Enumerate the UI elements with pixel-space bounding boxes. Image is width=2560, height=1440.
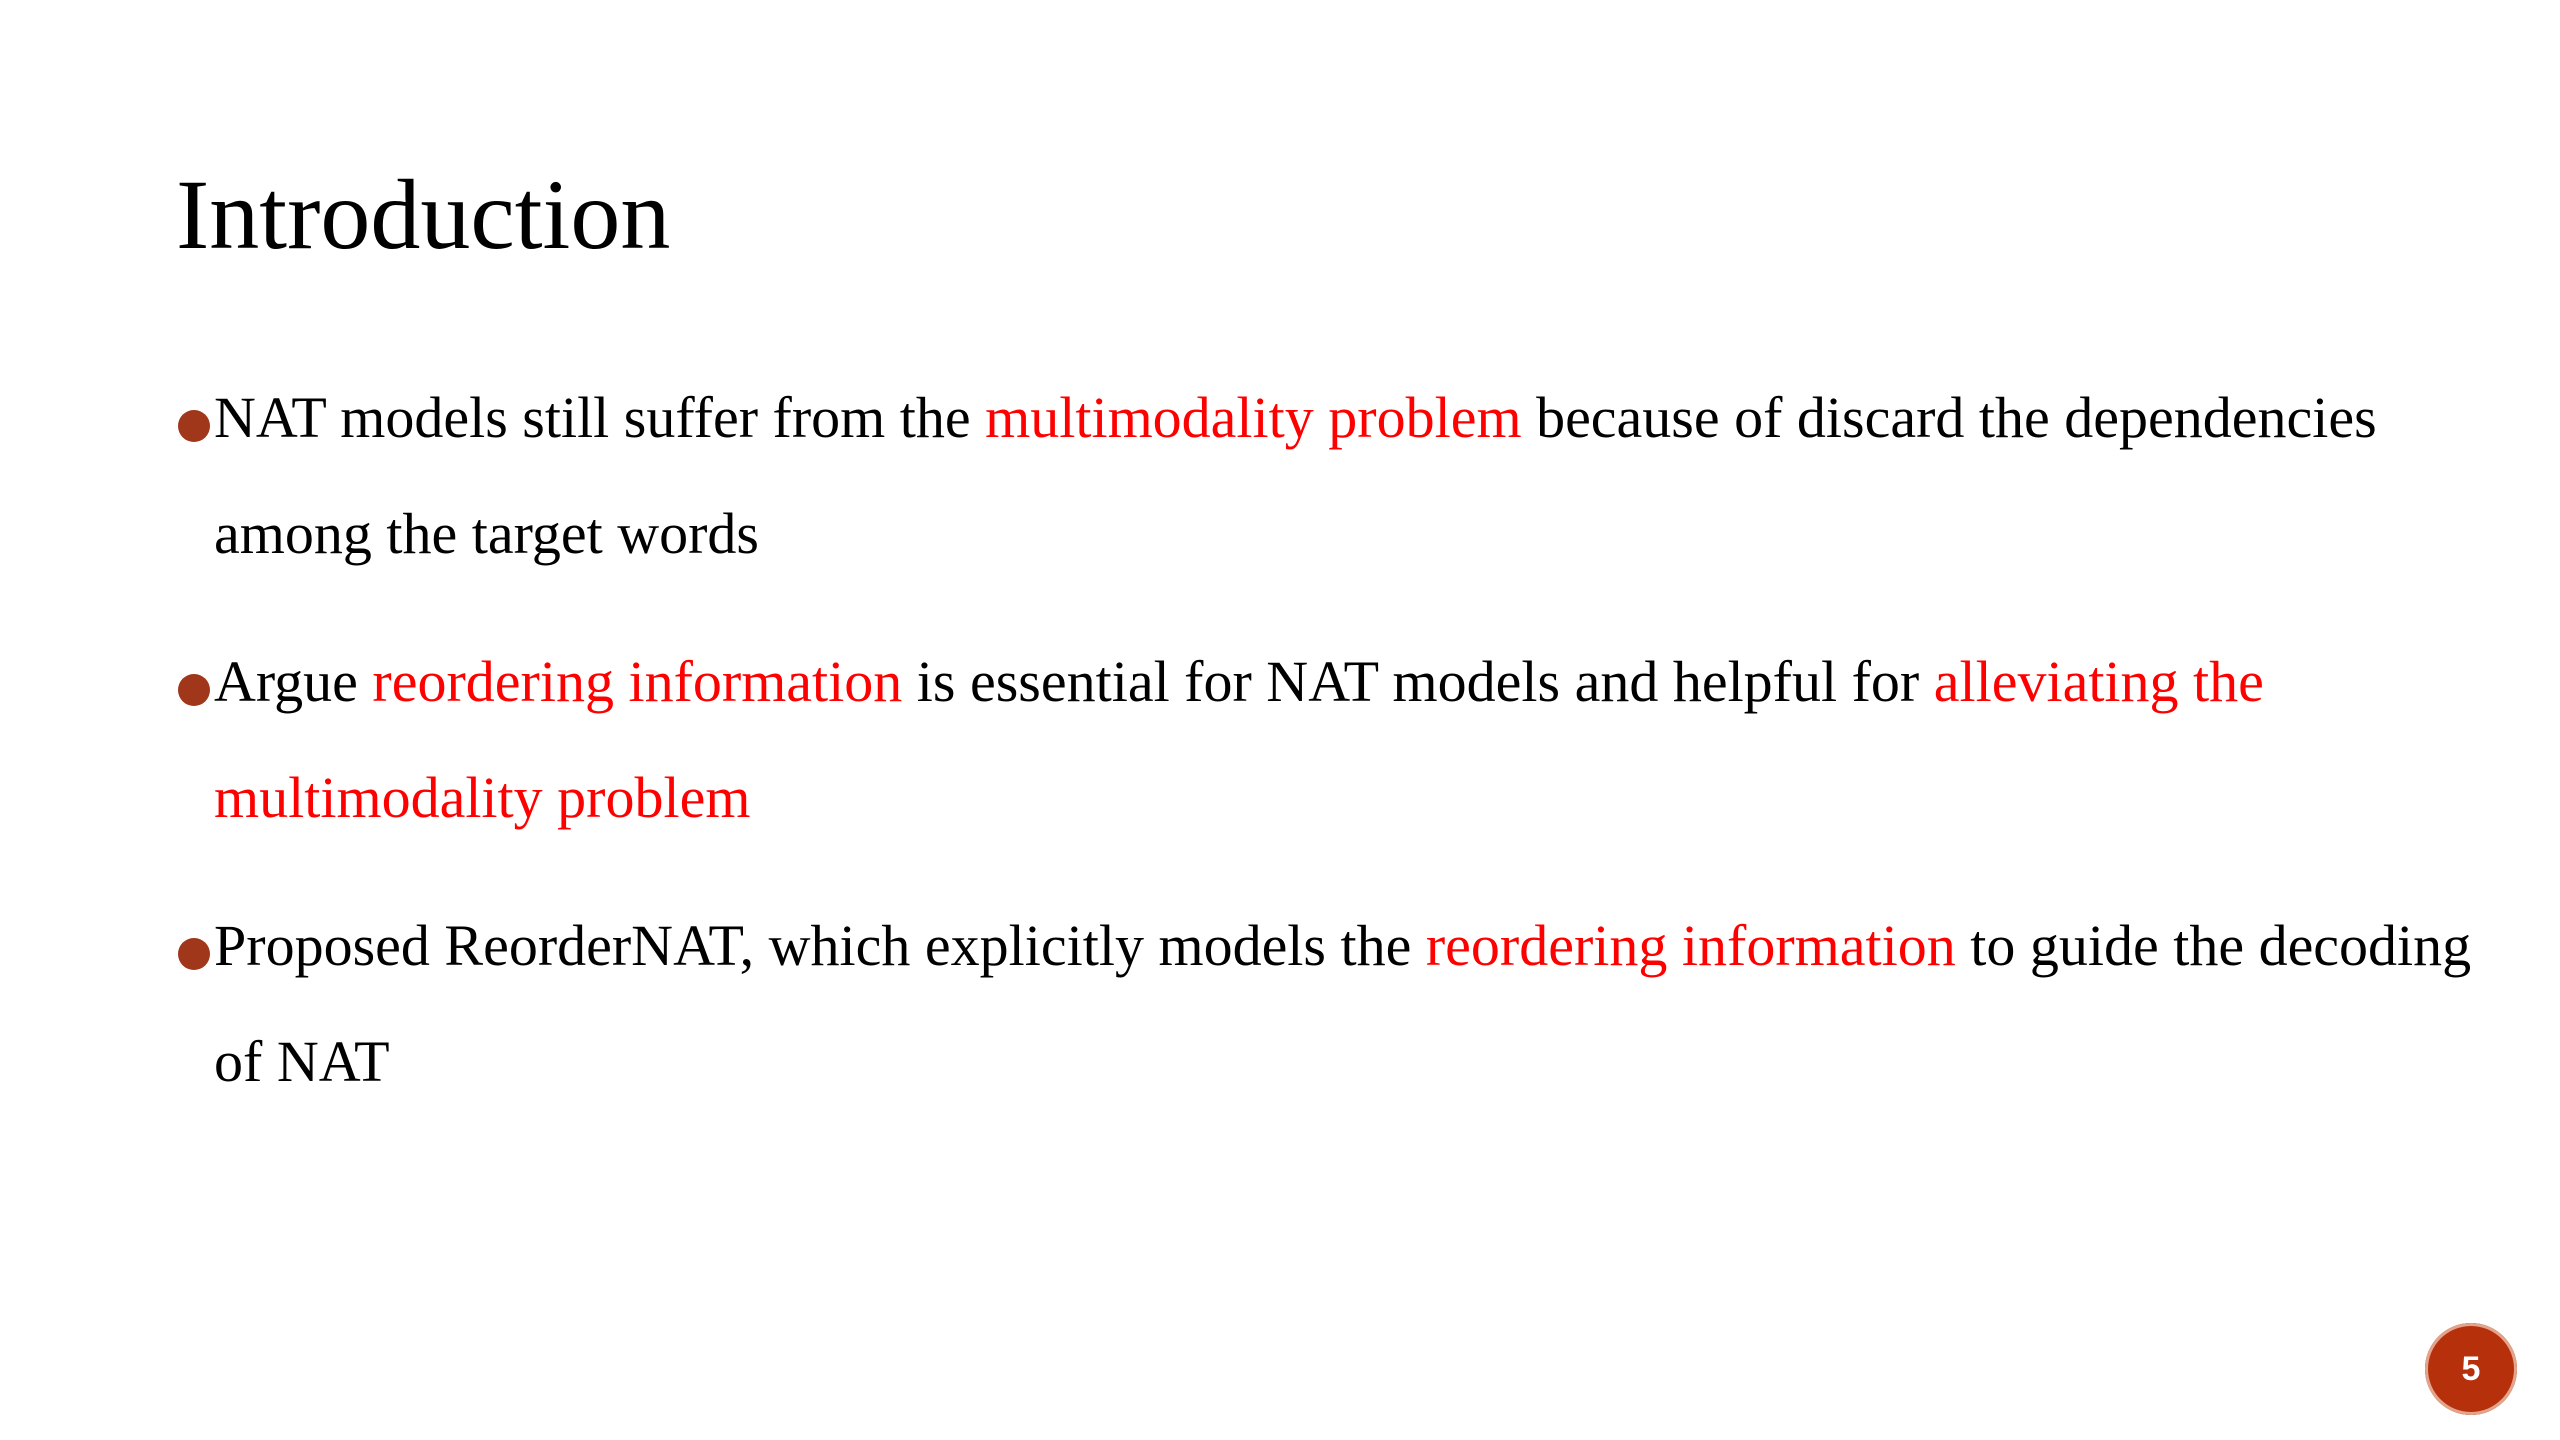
bullet-dot-icon [178,410,210,442]
bullet-item [176,360,2476,592]
highlight-segment: reordering information [372,649,903,714]
bullet-item [176,624,2476,856]
page-number-badge: 5 [2425,1323,2517,1415]
bullet-list [176,360,2476,1152]
bullet-segment: is essential for NAT models and helpful for [902,649,1934,714]
bullet-text [214,385,2377,566]
highlight-segment: alleviating the multimodality problem [214,649,2264,830]
bullet-segment: because of discard the dependencies among the target words [214,385,2377,566]
bullet-text [214,913,2471,1094]
bullet-dot-icon [178,674,210,706]
bullet-segment: NAT models still suffer from the [214,385,986,450]
bullet-text [214,649,2264,830]
highlight-segment: multimodality problem [985,385,1522,450]
bullet-segment: to guide the decoding of NAT [214,913,2472,1094]
slide-title: Introduction [176,159,671,270]
bullet-segment: Proposed ReorderNAT, which explicitly models the [214,913,1426,978]
highlight-segment: reordering information [1425,913,1956,978]
bullet-dot-icon [178,938,210,970]
bullet-segment: Argue [214,649,373,714]
bullet-item [176,888,2476,1120]
